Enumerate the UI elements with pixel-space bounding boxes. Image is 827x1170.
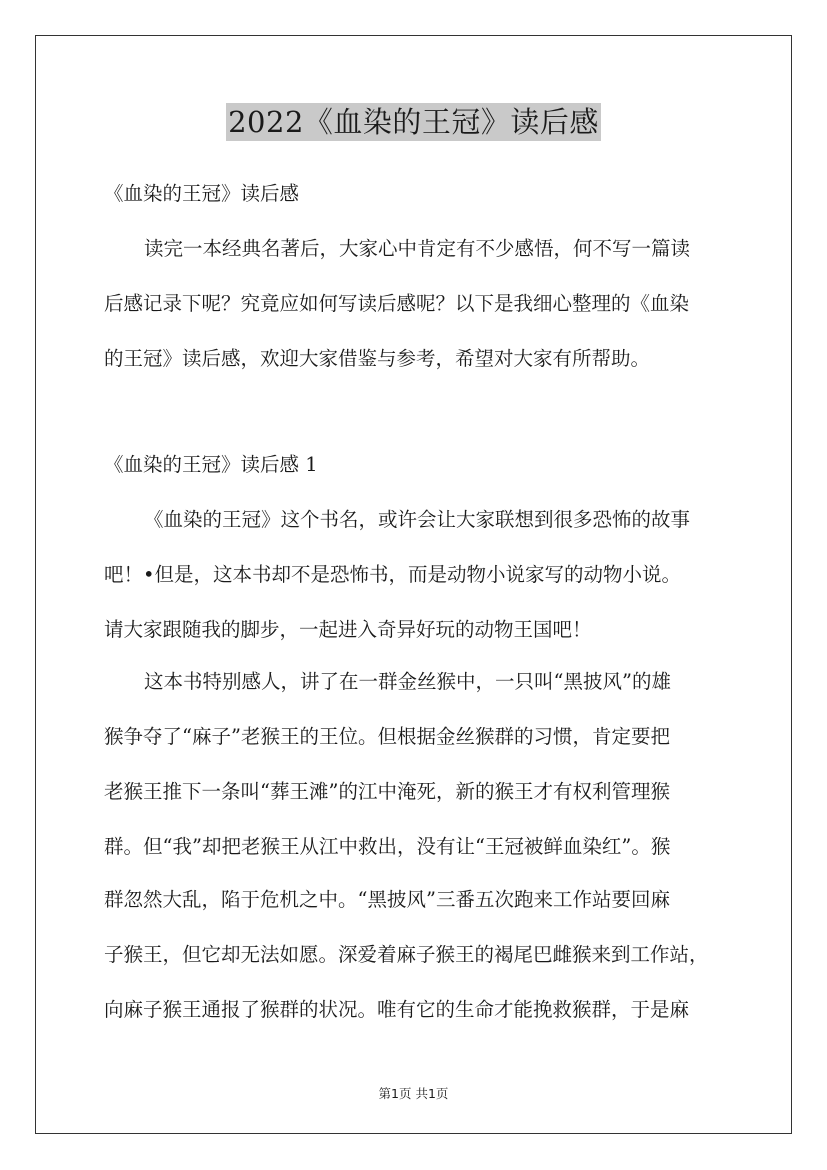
paragraph-line: 这本书特别感人，讲了在一群金丝猴中，一只叫“黑披风”的雄 xyxy=(144,670,671,693)
page-footer: 第1页 共1页 xyxy=(378,1086,449,1101)
paragraph-line: 请大家跟随我的脚步，一起进入奇异好玩的动物王国吧！ xyxy=(104,618,592,641)
paragraph-line: 群。但“我”却把老猴王从江中救出，没有让“王冠被鲜血染红”。猴 xyxy=(104,835,671,858)
intro-line: 后感记录下呢？究竟应如何写读后感呢？以下是我细心整理的《血染 xyxy=(104,292,690,315)
section-heading: 《血染的王冠》读后感 1 xyxy=(104,453,318,476)
paragraph-line: 猴争夺了“麻子”老猴王的王位。但根据金丝猴群的习惯，肯定要把 xyxy=(104,725,670,748)
document-title: 2022《血染的王冠》读后感 xyxy=(228,105,599,139)
intro-line: 读完一本经典名著后，大家心中肯定有不少感悟，何不写一篇读 xyxy=(144,237,691,260)
intro-line: 的王冠》读后感，欢迎大家借鉴与参考，希望对大家有所帮助。 xyxy=(104,347,651,370)
paragraph-line: 老猴王推下一条叫“葬王滩”的江中淹死，新的猴王才有权利管理猴 xyxy=(104,780,670,803)
paragraph-line: 群忽然大乱，陷于危机之中。“黑披风”三番五次跑来工作站要回麻 xyxy=(104,888,670,911)
paragraph-line: 吧！•但是，这本书却不是恐怖书，而是动物小说家写的动物小说。 xyxy=(104,563,682,586)
paragraph-line: 子猴王，但它却无法如愿。深爱着麻子猴王的褐尾巴雌猴来到工作站， xyxy=(104,943,709,966)
title-container xyxy=(0,103,827,141)
paragraph-line: 向麻子猴王通报了猴群的状况。唯有它的生命才能挽救猴群，于是麻 xyxy=(104,998,690,1021)
intro-heading: 《血染的王冠》读后感 xyxy=(104,182,300,205)
paragraph-line: 《血染的王冠》这个书名，或许会让大家联想到很多恐怖的故事 xyxy=(144,508,691,531)
